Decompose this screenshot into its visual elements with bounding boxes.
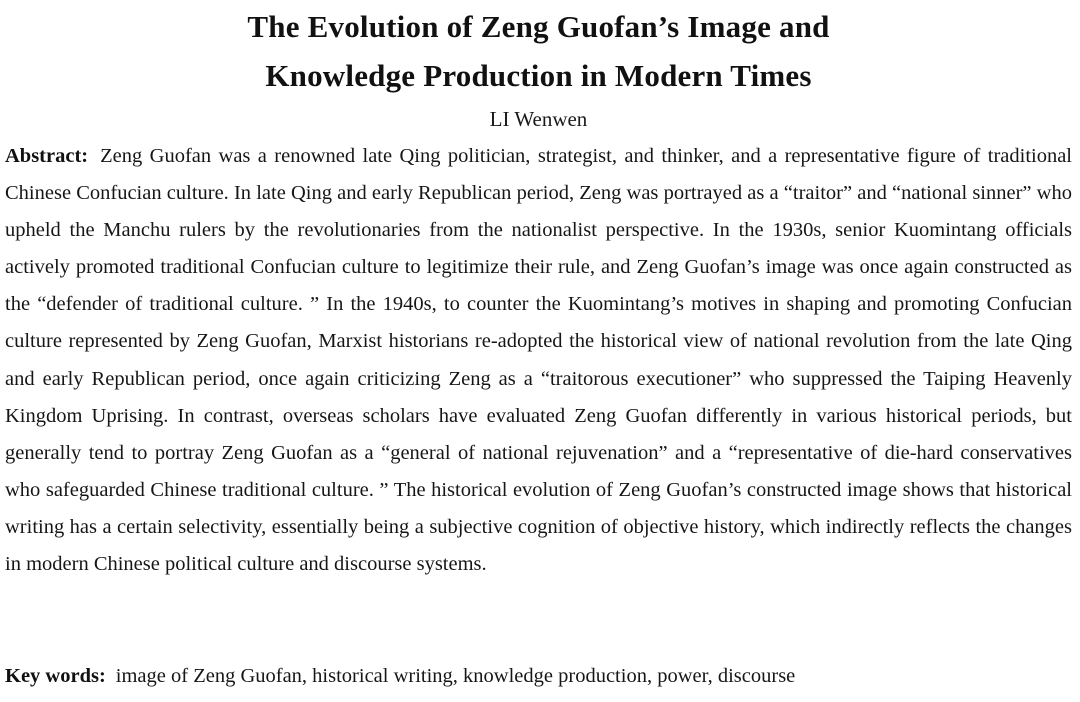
- title-line-2: Knowledge Production in Modern Times: [265, 58, 812, 93]
- keywords-label: Key words:: [5, 665, 106, 687]
- keywords-text: image of Zeng Guofan, historical writing, knowledge production, power, discourse: [115, 665, 796, 687]
- paper-title: [5, 0, 1072, 100]
- abstract-text: Zeng Guofan was a renowned late Qing politician, strategist, and thinker, and a representative figure of traditional Chinese Confucian culture. In late Qing and early Republican period, Zeng was portrayed as a “traitor” and “national sinner” who upheld the Manchu rulers by the revolutionaries from the nationalist perspective. In the 1930s, senior Kuomintang officials actively promoted traditional Confucian culture to legitimize their rule, and Zeng Guofan’s image was once again constructed as the “defender of traditional culture. ” In the 1940s, to counter the Kuomintang’s motives in shaping and promoting Confucian culture represented by Zeng Guofan, Marxist historians re-adopted the historical view of national revolution from the late Qing and early Republican period, once again criticizing Zeng as a “traitorous executioner” who suppressed the Taiping Heavenly Kingdom Uprising. In contrast, overseas scholars have evaluated Zeng Guofan differently in various historical periods, but generally tend to portray Zeng Guofan as a “general of national rejuvenation” and a “representative of die-hard conservatives who safeguarded Chinese traditional culture. ” The historical evolution of Zeng Guofan’s constructed image shows that historical writing has a certain selectivity, essentially being a subjective cognition of objective history, which indirectly reflects the changes in modern Chinese political culture and discourse systems.: [5, 145, 1072, 576]
- abstract-label: Abstract:: [5, 145, 89, 167]
- abstract-paragraph: [5, 138, 1072, 583]
- title-line-1: The Evolution of Zeng Guofan’s Image and: [247, 9, 830, 44]
- keywords-line: [5, 658, 795, 695]
- author-name: LI Wenwen: [489, 107, 588, 131]
